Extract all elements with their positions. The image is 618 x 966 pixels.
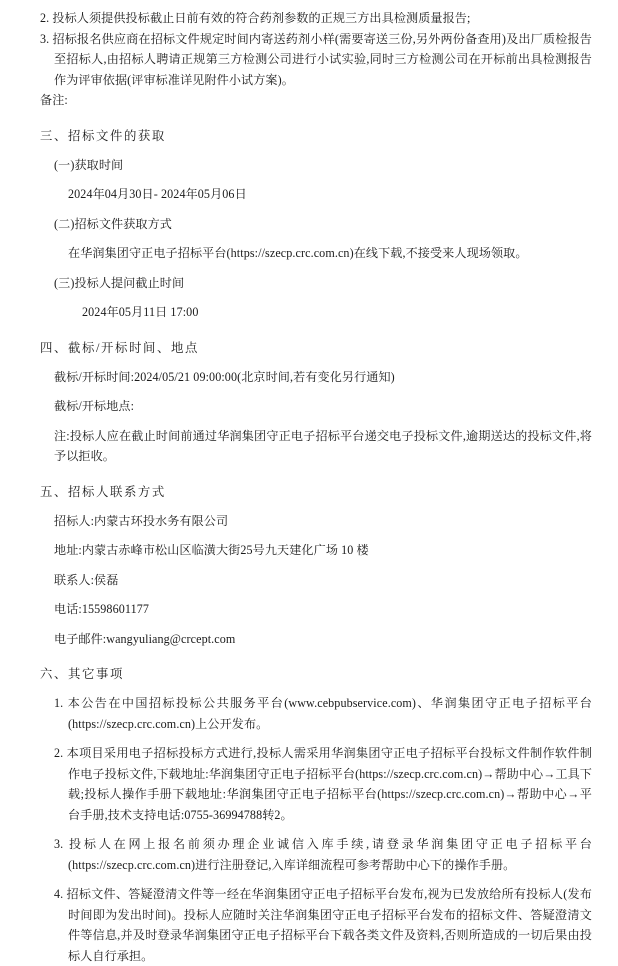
paragraph: 3. 投标人在网上报名前须办理企业诚信入库手续,请登录华润集团守正电子招标平台(https://szecp.crc.com.cn)进行注册登记,入库详细流程可参考帮助中心下的操作手册。	[54, 837, 592, 872]
paragraph: (三)投标人提问截止时间	[54, 275, 185, 290]
paragraph: 3. 招标报名供应商在招标文件规定时间内寄送药剂小样(需要寄送三份,另外两份备查用)及出厂质检报告至招标人,由招标人聘请正规第三方检测公司进行小试实验,同时三方检测公司在开标前出具检测报告作为评审依据(评审标准详见附件小试方案)。	[40, 31, 592, 87]
section-heading: 五、招标人联系方式	[40, 484, 166, 499]
paragraph: 注:投标人应在截止时间前通过华润集团守正电子招标平台递交电子投标文件,逾期送达的投标文件,将予以拒收。	[54, 428, 592, 463]
paragraph: 地址:内蒙古赤峰市松山区临潢大街25号九天建化广场 10 楼	[54, 543, 369, 557]
section-heading: 六、其它事项	[40, 667, 124, 681]
section-heading: 四、截标/开标时间、地点	[40, 340, 199, 355]
paragraph: 截标/开标地点:	[54, 399, 135, 413]
paragraph: 联系人:侯磊	[54, 572, 119, 587]
document-body	[26, 8, 592, 966]
paragraph: 2024年04月30日- 2024年05月06日	[68, 187, 247, 201]
paragraph: 2. 投标人须提供投标截止日前有效的符合药剂参数的正规三方出具检测质量报告;	[40, 11, 471, 25]
paragraph: 1. 本公告在中国招标投标公共服务平台(www.cebpubservice.com)、华润集团守正电子招标平台(https://szecp.crc.com.cn)上公开发布。	[54, 696, 592, 731]
paragraph: (一)获取时间	[54, 157, 124, 172]
paragraph: (二)招标文件获取方式	[54, 216, 172, 231]
paragraph: 电子邮件:wangyuliang@crcept.com	[54, 631, 236, 646]
paragraph: 2024年05月11日 17:00	[82, 305, 199, 319]
paragraph: 截标/开标时间:2024/05/21 09:00:00(北京时间,若有变化另行通知)	[54, 369, 395, 384]
paragraph: 电话:15598601177	[54, 602, 150, 616]
paragraph: 招标人:内蒙古环投水务有限公司	[54, 513, 229, 528]
paragraph: 备注:	[40, 93, 68, 107]
section-heading: 三、招标文件的获取	[40, 128, 166, 143]
paragraph: 在华润集团守正电子招标平台(https://szecp.crc.com.cn)在线下载,不接受来人现场领取。	[68, 246, 528, 260]
paragraph: 2. 本项目采用电子招标投标方式进行,投标人需采用华润集团守正电子招标平台投标文件制作软件制作电子投标文件,下载地址:华润集团守正电子招标平台(https://szecp.crc.com.cn)→帮助中心→工具下载;投标人操作手册下载地址:华润集团守正电子招标平台(https://szecp.crc.com.cn)→帮助中心→平台手册,技术支持电话:0755-36994788转2。	[54, 746, 592, 822]
paragraph: 4. 招标文件、答疑澄清文件等一经在华润集团守正电子招标平台发布,视为已发放给所有投标人(发布时间即为发出时间)。投标人应随时关注华润集团守正电子招标平台发布的招标文件、答疑澄清文件等信息,并及时登录华润集团守正电子招标平台下载各类文件及资料,否则所造成的一切后果由投标人自行承担。	[54, 887, 592, 963]
